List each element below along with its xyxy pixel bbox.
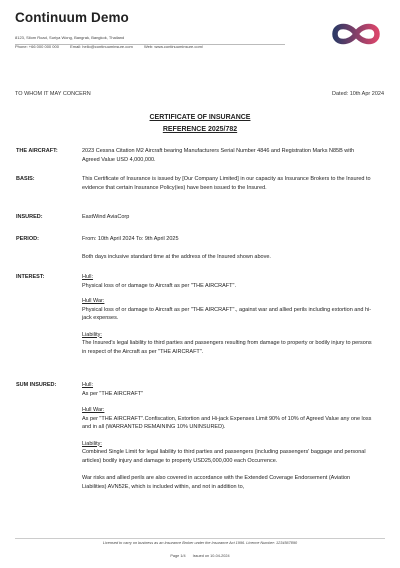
date-issued: Dated: 10th Apr 2024 [332, 91, 384, 97]
interest-hull-title: Hull: [82, 274, 94, 280]
company-web: Web: www.continuuminsure.com/ [143, 44, 204, 49]
basis-text: This Certificate of Insurance is issued by [Our Company Limited] in our capacity as Insurance Brokers to the Insured to evidence that certain Insurance Policy(ies) have been issued to the Insured. [82, 176, 371, 191]
company-address: 8123, Silom Road, Suriya Wong, Bangrak, Bangkok, Thailand [15, 35, 125, 40]
sum-war-text: War risks and allied perils are also covered in accordance with the Extended Coverage Endorsement (Aviation Liabilities) AVN52E, which is included within, and not in addition to, [82, 475, 351, 490]
page-number: Page 1/4 [170, 554, 186, 558]
sum-hull-text: As per "THE AIRCRAFT" [82, 390, 144, 397]
certificate-reference: REFERENCE 2025/782 [162, 126, 238, 133]
company-phone: Phone: +66 000 000 000 [15, 44, 59, 49]
issued-date: Issued on 10-04-2024 [192, 554, 230, 558]
interest-liability-title: Liability: [82, 331, 102, 338]
footer-license: Licensed to carry on business as an Insurance Broker under the Insurance Act 1996. Licence Number: 1234567890 [102, 541, 298, 545]
sum-hullwar-text: As per "THE AIRCRAFT".Confiscation, Extortion and Hi-jack Expenses Limit 90% of 10% of Agreed Value any one loss and in all (WARRANTED REMAINING 10% UNINSURED). [82, 415, 372, 430]
sum-liability-title: Liability: [82, 440, 102, 447]
header-divider [15, 44, 285, 45]
period-text: From: 10th April 2024 To: 9th April 2025 [82, 236, 179, 242]
period-note: Both days inclusive standard time at the address of the Insured shown above. [82, 254, 271, 260]
interest-hullwar-text: Physical loss of or damage to Aircraft as per "THE AIRCRAFT"., against war and allied perils including extortion and hi-jack expenses. [82, 306, 372, 321]
interest-hullwar-title: Hull War: [82, 298, 105, 304]
company-email: Email: hello@continuuminsure.com [70, 44, 133, 49]
footer-divider [15, 538, 385, 539]
footer-meta [0, 554, 400, 558]
interest-block [82, 273, 372, 356]
company-name: Continuum Demo [15, 10, 129, 25]
insured-text: EastWind AviaCorp [82, 214, 130, 220]
interest-hull-text: Physical loss of or damage to Aircraft as per "THE AIRCRAFT". [82, 282, 236, 289]
sum-hullwar-title: Hull War: [82, 407, 105, 413]
basis-label: BASIS: [16, 176, 35, 182]
sum-hull-title: Hull: [82, 382, 94, 388]
certificate-title: CERTIFICATE OF INSURANCE [149, 114, 251, 121]
period-label: PERIOD: [16, 236, 39, 242]
infinity-logo-icon [328, 18, 384, 50]
addressee: TO WHOM IT MAY CONCERN [15, 91, 91, 97]
interest-label: INTEREST: [16, 274, 45, 280]
aircraft-text: 2023 Cessna Citation M2 Aircraft bearing Manufacturers Serial Number 4846 and Registration Marks N85B with Agreed Value USD 4,000,000. [82, 148, 355, 163]
sum-insured-block [82, 381, 372, 491]
insured-label: INSURED: [16, 214, 43, 220]
sum-insured-label: SUM INSURED: [16, 382, 57, 388]
aircraft-label: THE AIRCRAFT: [16, 148, 58, 154]
interest-liability-text: The Insured's legal liability to third parties and passengers resulting from damage to property or bodily injury to persons in respect of the Aircraft as per "THE AIRCRAFT". [82, 340, 372, 355]
sum-liability-text: Combined Single Limit for legal liability to third parties and passengers (including passengers' baggage and personal articles) bodily injury and damage to property USD25,000,000 each Occurrence. [82, 449, 366, 464]
